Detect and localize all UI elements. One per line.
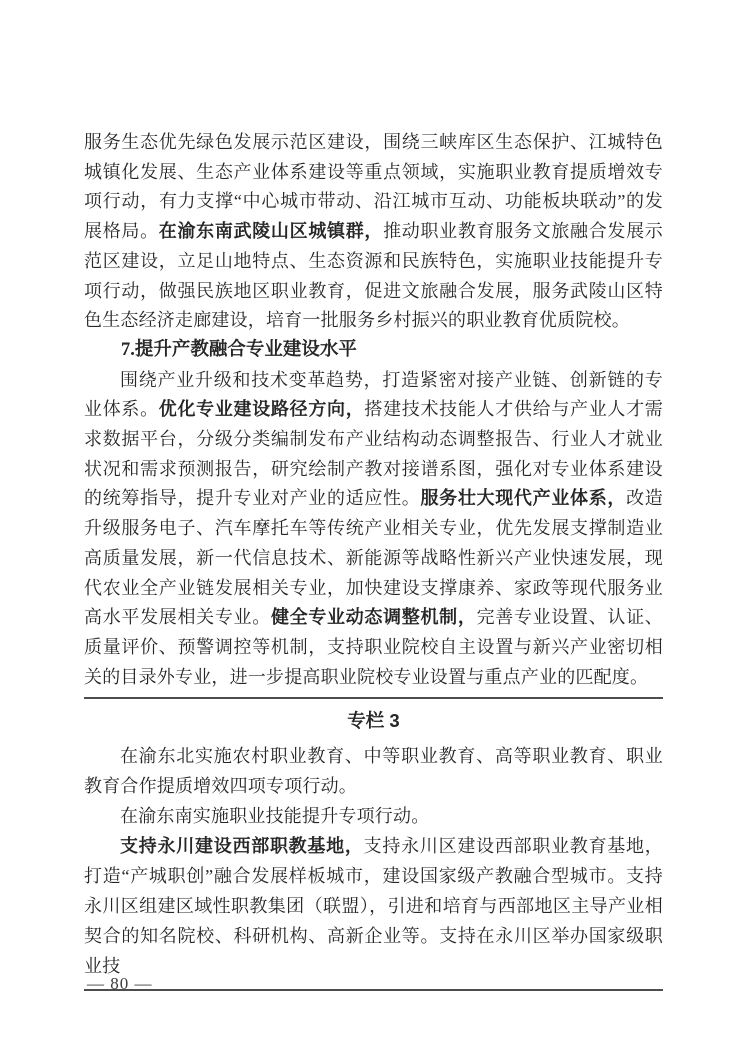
special-column-title: 专栏 3	[347, 710, 400, 732]
bold-lead-dynamic-adjust: 健全专业动态调整机制，	[270, 607, 477, 628]
bold-lead-yudongnan: 在渝东南武陵山区城镇群，	[158, 221, 384, 242]
special-column-box-3	[84, 697, 663, 991]
bold-lead-optimize-path: 优化专业建设路径方向，	[158, 399, 365, 420]
box-paragraph-yudongbei: 在渝东北实施农村职业教育、中等职业教育、高等职业教育、职业教育合作提质增效四项专项行动。	[84, 746, 663, 797]
paragraph-text: 改造升级服务电子、汽车摩托车等传统产业相关专业，优先发展支撑制造业高质量发展，新一代信息技术、新能源等战略性新兴产业快速发展，现代农业全产业链发展相关专业，加快建设支撑康养、家政等现代服务业高水平发展相关专业。	[84, 488, 663, 628]
paragraph-text: 围绕产业升级和技术变革趋势，打造紧密对接产业链、创新链的专业体系。	[84, 369, 663, 420]
page-number: — 80 —	[87, 974, 153, 993]
bold-lead-modern-industry: 服务壮大现代产业体系，	[420, 488, 627, 509]
box-paragraph-yudongnan: 在渝东南实施职业技能提升专项行动。	[120, 806, 430, 827]
paragraph-text: 完善专业设置、认证、质量评价、预警调控等机制，支持职业院校自主设置与新兴产业密切相关的目录外专业，进一步提高职业院校专业设置与重点产业的匹配度。	[84, 607, 664, 687]
paragraph-region-development	[84, 128, 663, 336]
box-paragraph-yongchuan	[84, 831, 663, 981]
paragraph-text: 推动职业教育服务文旅融合发展示范区建设，立足山地特点、生态资源和民族特色，实施职业技能提升专项行动，做强民族地区职业教育，促进文旅融合发展，服务武陵山区特色生态经济走廊建设，培育一批服务乡村振兴的职业教育优质院校。	[84, 221, 663, 331]
paragraph-text: 支持永川区建设西部职业教育基地，打造“产城职创”融合发展样板城市，建设国家级产教融合型城市。支持永川区组建区域性职教集团（联盟），引进和培育与西部地区主导产业相契合的知名院校、科研机构、高新企业等。支持在永川区举办国家级职业技	[84, 836, 663, 977]
paragraph-specialty-building	[84, 366, 663, 693]
text-column	[84, 128, 663, 991]
paragraph-text: 搭建技术技能人才供给与产业人才需求数据平台，分级分类编制发布产业结构动态调整报告、行业人才就业状况和需求预测报告，研究绘制产教对接谱系图，强化对专业体系建设的统筹指导，提升专业对产业的适应性。	[84, 399, 663, 509]
bold-lead-yongchuan-base: 支持永川建设西部职教基地，	[120, 836, 364, 857]
section-heading-7: 7.提升产教融合专业建设水平	[121, 339, 357, 360]
paragraph-text: 服务生态优先绿色发展示范区建设，围绕三峡库区生态保护、江城特色城镇化发展、生态产业体系建设等重点领域，实施职业教育提质增效专项行动，有力支撑“中心城市带动、沿江城市互动、功能板块联动”的发展格局。	[84, 132, 663, 242]
